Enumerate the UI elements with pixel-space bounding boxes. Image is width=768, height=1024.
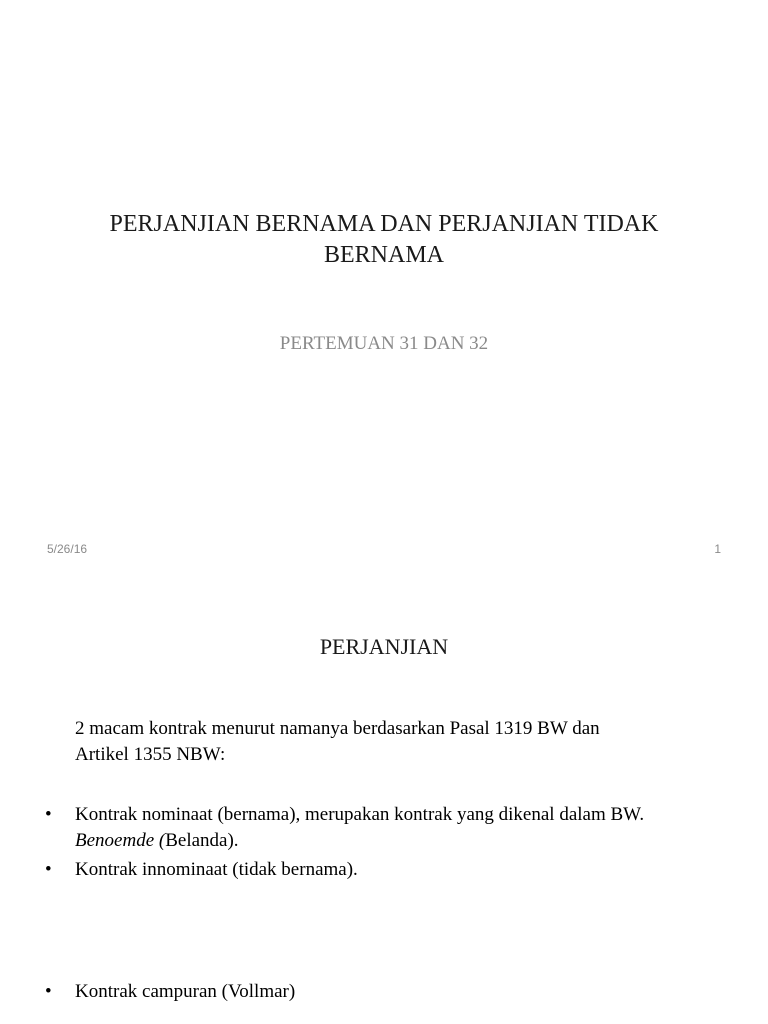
intro-line-2: Artikel 1355 NBW: — [75, 744, 226, 765]
bullet-glyph: • — [45, 981, 52, 1002]
slide-title-line-1: PERJANJIAN BERNAMA DAN PERJANJIAN TIDAK — [109, 211, 659, 237]
intro-paragraph — [75, 716, 721, 768]
slide-title-line-2: BERNAMA — [323, 242, 444, 268]
bullet-text-line-2: Belanda). — [165, 830, 239, 851]
bullet-item — [45, 857, 721, 883]
bullet-text: Kontrak campuran (Vollmar) — [75, 981, 296, 1002]
bullet-text: Kontrak innominaat (tidak bernama). — [75, 859, 358, 880]
bullet-text-italic: Benoemde ( — [75, 830, 166, 851]
bullet-text-line-1: Kontrak nominaat (bernama), merupakan kontrak yang dikenal dalam BW. — [75, 804, 645, 825]
slide-footer-date: 5/26/16 — [47, 542, 88, 556]
bullet-glyph: • — [45, 804, 52, 825]
slide-2-title: PERJANJIAN — [319, 634, 449, 659]
slide-footer-page-number: 1 — [714, 542, 721, 556]
bullet-item — [45, 802, 721, 854]
intro-line-1: 2 macam kontrak menurut namanya berdasarkan Pasal 1319 BW dan — [75, 718, 600, 739]
bullet-item — [45, 979, 721, 1005]
slide-subtitle: PERTEMUAN 31 DAN 32 — [279, 333, 489, 354]
slide-title — [60, 209, 708, 271]
bullet-glyph: • — [45, 859, 52, 880]
